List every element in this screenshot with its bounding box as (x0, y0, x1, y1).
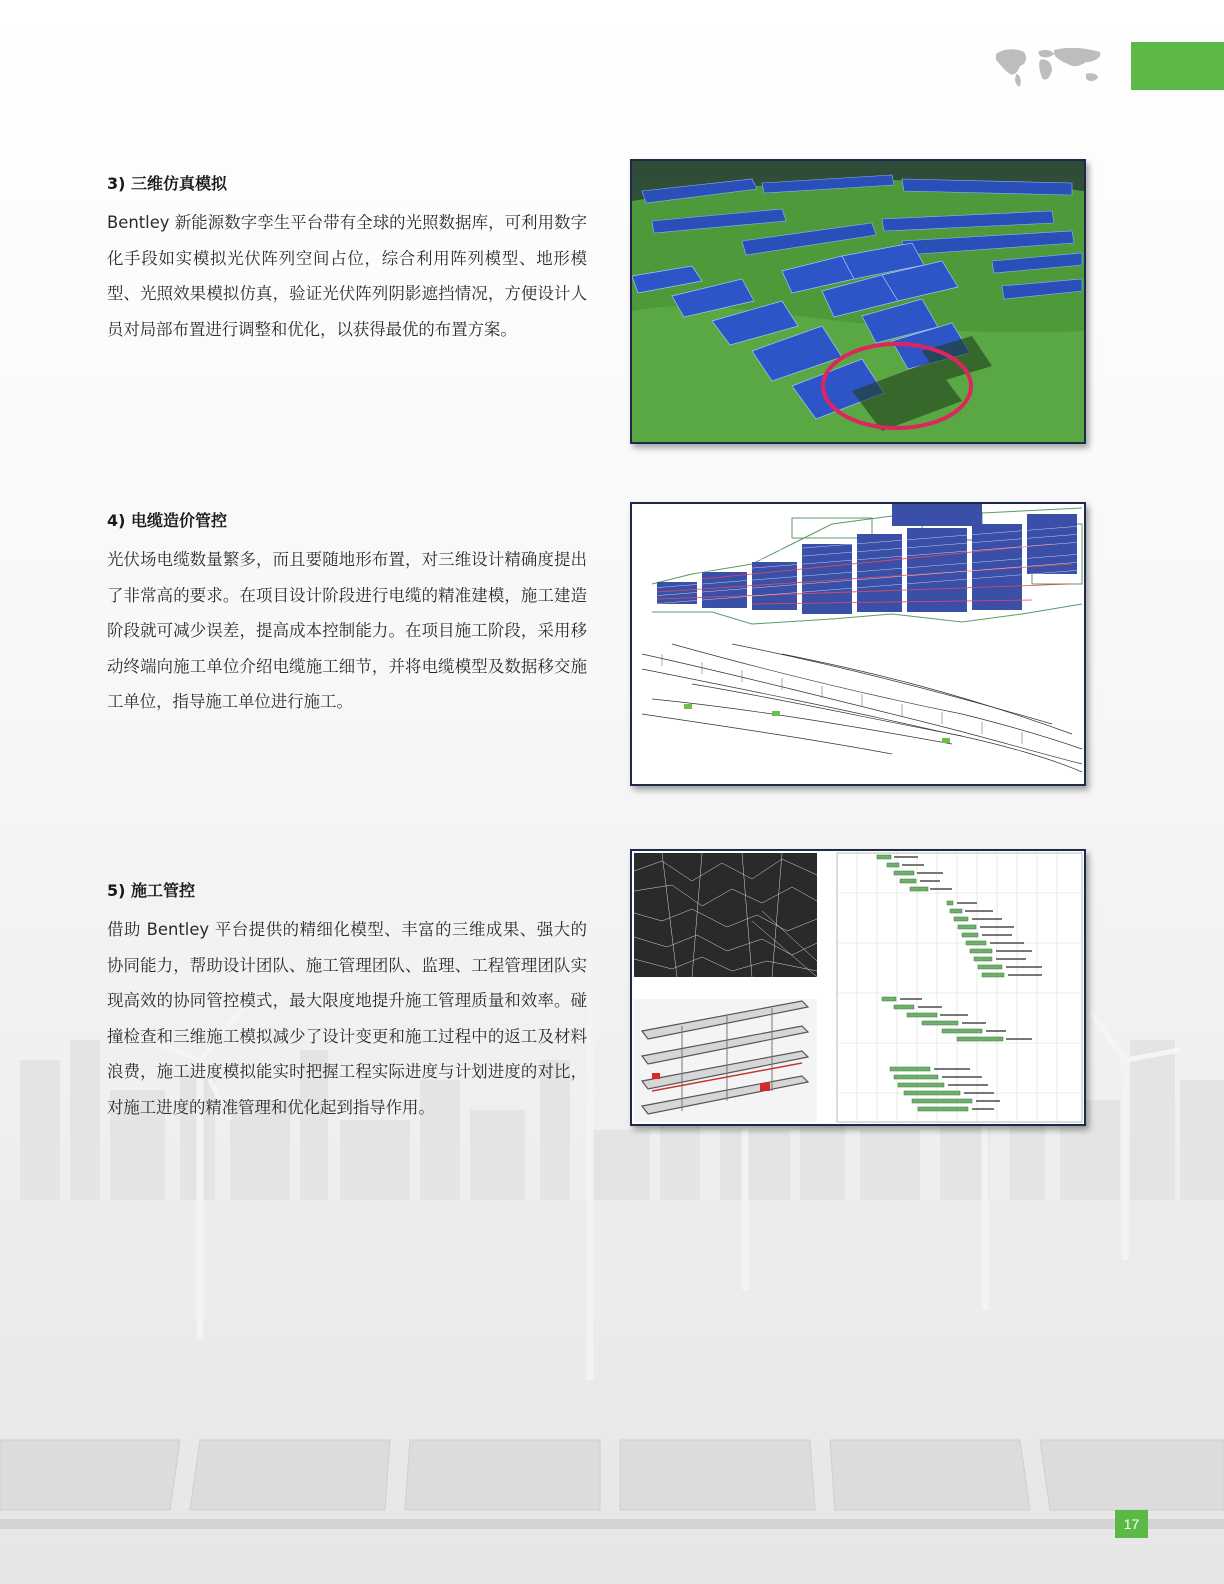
construction-schedule-image (630, 849, 1086, 1126)
world-map-icon (990, 44, 1110, 90)
section-body: 光伏场电缆数量繁多，而且要随地形布置，对三维设计精确度提出了非常高的要求。在项目设计阶段进行电缆的精准建模，施工建造阶段就可减少误差，提高成本控制能力。在项目施工阶段，采用移动终端向施工单位介绍电缆施工细节，并将电缆模型及数据移交施工单位，指导施工单位进行施工。 (107, 550, 587, 711)
solar-array-3d-image (630, 159, 1086, 444)
cable-layout-plan-image (630, 502, 1086, 786)
section-3d-simulation (107, 173, 587, 347)
footer-bar (0, 1519, 1224, 1529)
section-cable-cost-control (107, 510, 587, 720)
section-construction-control (107, 880, 587, 1125)
section-heading: 3) 三维仿真模拟 (107, 174, 228, 193)
section-heading: 4) 电缆造价管控 (107, 511, 228, 530)
section-heading: 5) 施工管控 (107, 881, 196, 900)
corner-green-tab (1131, 42, 1224, 90)
section-body: 借助 Bentley 平台提供的精细化模型、丰富的三维成果、强大的协同能力，帮助设计团队、施工管理团队、监理、工程管理团队实现高效的协同管控模式，最大限度地提升施工管理质量和效率。碰撞检查和三维施工模拟减少了设计变更和施工过程中的返工及材料浪费，施工进度模拟能实时把握工程实际进度与计划进度的对比，对施工进度的精准管理和优化起到指导作用。 (107, 920, 587, 1117)
page-number: 17 (1115, 1510, 1148, 1538)
section-body: Bentley 新能源数字孪生平台带有全球的光照数据库，可利用数字化手段如实模拟光伏阵列空间占位，综合利用阵列模型、地形模型、光照效果模拟仿真，验证光伏阵列阴影遮挡情况，方便设计人员对局部布置进行调整和优化，以获得最优的布置方案。 (107, 213, 587, 339)
